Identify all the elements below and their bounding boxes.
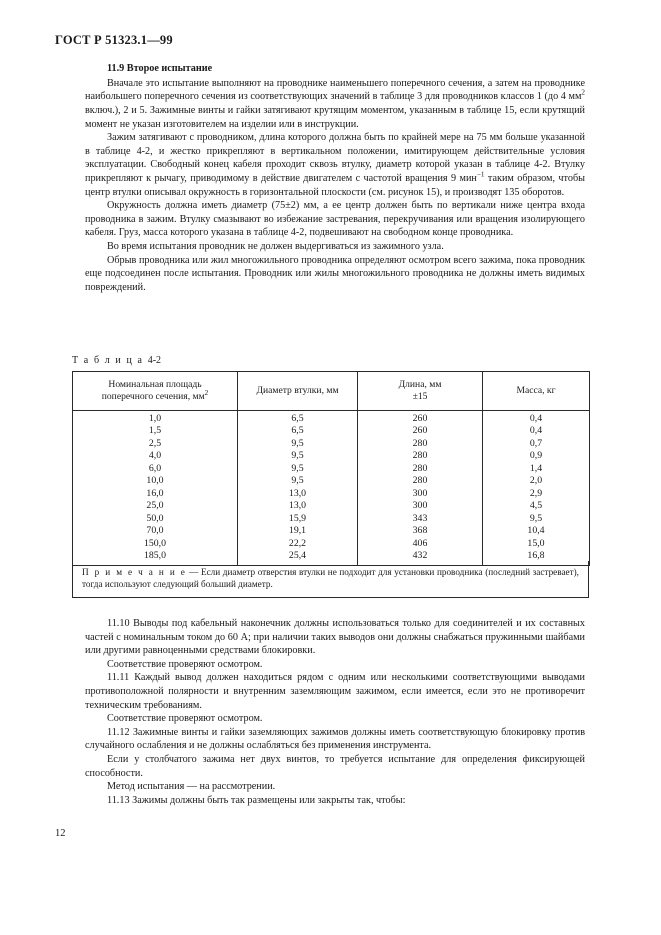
table-cell-c2: 9,5 (238, 475, 358, 487)
table-cell-c2: 19,1 (238, 525, 358, 537)
table-row (73, 425, 590, 437)
table-cell-c2: 25,4 (238, 550, 358, 566)
table-head (73, 372, 590, 411)
paragraph-11-11-1: 11.11 Каждый вывод должен находиться рядом с одним или несколькими соответствующими выводами противоположной полярности и внутренним заземляющим зажимом, если имеется, если это не противоречит техническим требованиям. (85, 672, 585, 711)
table-header-row (73, 372, 590, 411)
page-number: 12 (55, 828, 66, 839)
superscript-square: 2 (581, 88, 585, 97)
note-label: П р и м е ч а н и е (82, 567, 187, 577)
table-cell-c2: 9,5 (238, 463, 358, 475)
table-cell-c2: 13,0 (238, 488, 358, 500)
table-cell-c2: 22,2 (238, 538, 358, 550)
table-cell-c4: 0,7 (483, 438, 590, 450)
column-header-length (358, 372, 483, 411)
paragraph-11-12-1: 11.12 Зажимные винты и гайки заземляющих зажимов должны иметь соответствующую блокировку против случайного ослабления и не должны ослабляться без применения инструмента. (85, 726, 585, 752)
table-cell-c4: 2,0 (483, 475, 590, 487)
table-note (72, 561, 589, 598)
table-cell-c1: 25,0 (73, 500, 238, 512)
table-cell-c3: 406 (358, 538, 483, 550)
table-cell-c2: 9,5 (238, 438, 358, 450)
table-cell-c1: 70,0 (73, 525, 238, 537)
column-header-cross-section (73, 372, 238, 411)
table-cell-c3: 280 (358, 463, 483, 475)
table-cell-c1: 16,0 (73, 488, 238, 500)
header-line-1: Номинальная площадь (108, 379, 202, 391)
paragraph-11-9-4: Во время испытания проводник не должен выдергиваться из зажимного узла. (107, 241, 444, 253)
note-text: — Если диаметр отверстия втулки не подходит для установки проводника (последний застревает), тогда используют следующий больший диаметр. (82, 567, 579, 590)
table-cell-c2: 15,9 (238, 513, 358, 525)
table-body (73, 411, 590, 566)
table-cell-c4: 4,5 (483, 500, 590, 512)
table-cell-c4: 15,0 (483, 538, 590, 550)
table-row (73, 488, 590, 500)
table-cell-c1: 1,5 (73, 425, 238, 437)
header-line-1: Масса, кг (516, 385, 556, 396)
table-cell-c3: 260 (358, 425, 483, 437)
table-cell-c1: 150,0 (73, 538, 238, 550)
table-row (73, 438, 590, 450)
paragraph-11-9-3: Окружность должна иметь диаметр (75±2) мм, а ее центр должен быть по вертикали ниже центра входа проводника в зажим. Втулку смазывают во избежание застревания, перекручивания или вращения изолирующего кабеля. Груз, масса которого указана в таблице 4-2, подвешивают на свободном конце проводника. (85, 200, 585, 239)
table-cell-c4: 16,8 (483, 550, 590, 566)
paragraph-11-10-1: 11.10 Выводы под кабельный наконечник должны использоваться только для соединителей и их составных частей с номинальным током до 60 А; при наличии таких выводов они должны снабжаться пружинными шайбами или другими равноценными средствами блокировки. (85, 618, 585, 657)
table-cell-c1: 1,0 (73, 411, 238, 426)
table-cell-c3: 280 (358, 450, 483, 462)
table-4-2 (72, 371, 590, 566)
table-cell-c4: 0,4 (483, 411, 590, 426)
table-cell-c4: 0,9 (483, 450, 590, 462)
table-row (73, 513, 590, 525)
header-line-1: Диаметр втулки, мм (256, 385, 339, 396)
table-row (73, 500, 590, 512)
table-cell-c1: 185,0 (73, 550, 238, 566)
table-cell-c3: 368 (358, 525, 483, 537)
table-cell-c3: 280 (358, 438, 483, 450)
table-cell-c1: 10,0 (73, 475, 238, 487)
table-caption-label: Т а б л и ц а (72, 355, 144, 366)
table-row (73, 538, 590, 550)
table-cell-c3: 260 (358, 411, 483, 426)
table-caption (72, 355, 161, 366)
table-row (73, 450, 590, 462)
paragraph-11-13-1: 11.13 Зажимы должны быть так размещены или закрыты так, чтобы: (107, 794, 406, 806)
table-cell-c1: 4,0 (73, 450, 238, 462)
table-caption-number: 4-2 (147, 355, 162, 366)
table-cell-c1: 2,5 (73, 438, 238, 450)
table-row (73, 525, 590, 537)
table-cell-c2: 9,5 (238, 450, 358, 462)
header-line-2: ±15 (412, 391, 428, 402)
standard-header: ГОСТ Р 51323.1—99 (55, 33, 173, 47)
superscript-minus-one: −1 (476, 170, 485, 179)
table-cell-c2: 6,5 (238, 425, 358, 437)
table-row (73, 463, 590, 475)
section-heading-11-9: 11.9 Второе испытание (107, 63, 213, 74)
lower-body-content (85, 617, 585, 808)
table-cell-c3: 300 (358, 488, 483, 500)
header-line-2: поперечного сечения, мм (101, 391, 205, 402)
table-row (73, 411, 590, 426)
paragraph-11-12-3: Метод испытания — на рассмотрении. (107, 781, 276, 793)
table-cell-c2: 13,0 (238, 500, 358, 512)
table-cell-c4: 0,4 (483, 425, 590, 437)
table-cell-c3: 432 (358, 550, 483, 566)
table-cell-c3: 343 (358, 513, 483, 525)
header-superscript: 2 (204, 388, 209, 397)
table-cell-c4: 2,9 (483, 488, 590, 500)
table-row (73, 475, 590, 487)
column-header-sleeve-diameter (238, 372, 358, 411)
paragraph-11-9-2: Зажим затягивают с проводником, длина которого должна быть по крайней мере на 75 мм больше указанной в таблице 4-2, и жестко прикрепляют в вертикальном положении, имитирующем действительные условия эксплуатации. Свободный конец кабеля проходит сквозь втулку, диаметр которой указан в таблице 4-2. Втулку прикрепляют к рычагу, приводимому в действие двигателем с частотой вращения 9 мин$^{-1}$ таким образом, чтобы центр втулки описывал окружность в горизонтальной плоскости (см. рисунок 15), и производят 135 оборотов. (85, 132, 585, 198)
table-cell-c3: 280 (358, 475, 483, 487)
paragraph-11-10-2: Соответствие проверяют осмотром. (107, 658, 263, 670)
table-cell-c2: 6,5 (238, 411, 358, 426)
paragraph-11-9-1: Вначале это испытание выполняют на проводнике наименьшего поперечного сечения, а затем на проводнике наибольшего поперечного сечения из соответствующих значений в таблице 3 для проводников классов 1 (до 4 $мм^2$ включ.), 2 и 5. Зажимные винты и гайки затягивают крутящим моментом, указанным в таблице 15, если крутящий момент не указан изготовителем на изделии или в инструкции. (85, 77, 585, 130)
column-header-mass (483, 372, 590, 411)
table-cell-c4: 9,5 (483, 513, 590, 525)
header-line-1: Длина, мм (398, 379, 442, 391)
paragraph-11-9-5: Обрыв проводника или жил многожильного проводника определяют осмотром всего зажима, пока проводник еще подсоединен после испытания. Проводник или жилы многожильного проводника не должны иметь видимых повреждений. (85, 254, 585, 293)
table-cell-c1: 6,0 (73, 463, 238, 475)
paragraph-11-11-2: Соответствие проверяют осмотром. (107, 713, 263, 725)
paragraph-11-12-2: Если у столбчатого зажима нет двух винтов, то требуется испытание для определения фиксирующей способности. (85, 754, 585, 779)
table-cell-c3: 300 (358, 500, 483, 512)
table-cell-c4: 1,4 (483, 463, 590, 475)
table-cell-c1: 50,0 (73, 513, 238, 525)
upper-body-content (85, 62, 585, 295)
table-cell-c4: 10,4 (483, 525, 590, 537)
